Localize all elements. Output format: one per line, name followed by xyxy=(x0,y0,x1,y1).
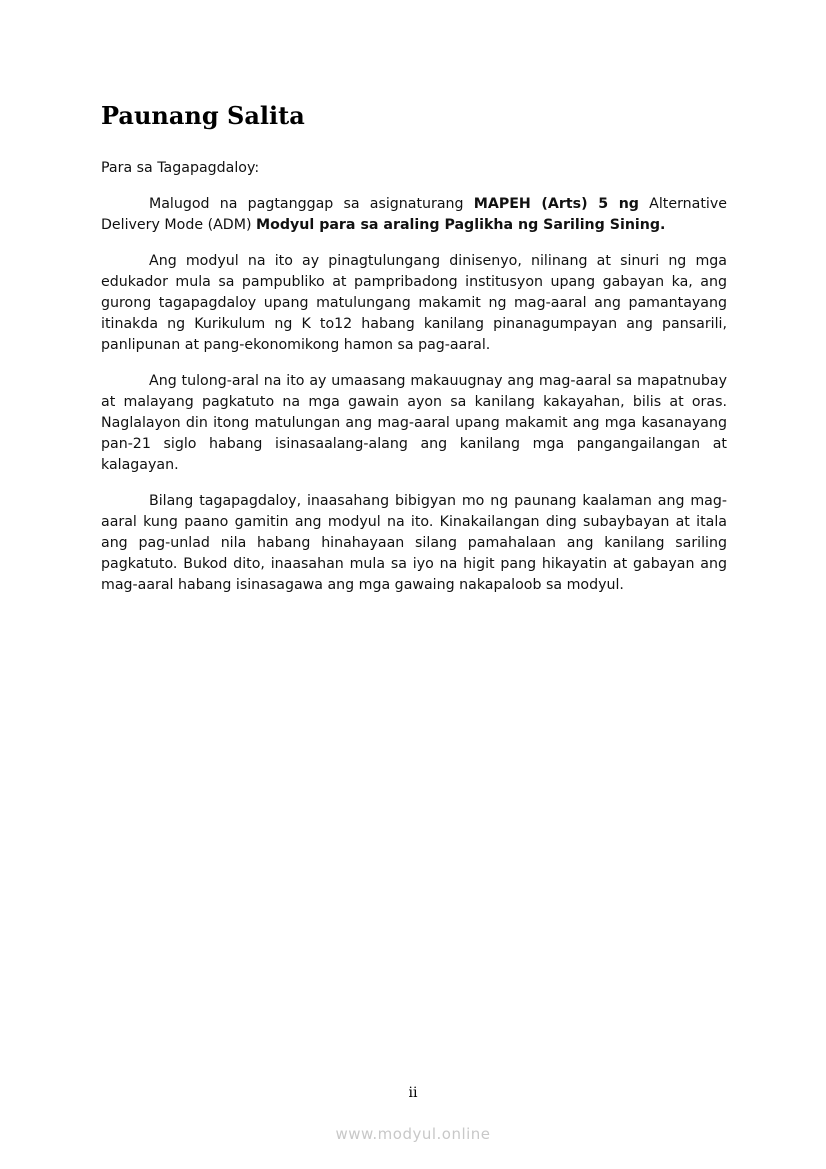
page-number: ii xyxy=(408,1085,418,1101)
greeting-line: Para sa Tagapagdaloy: xyxy=(101,160,260,176)
welcome-subject-bold: MAPEH (Arts) 5 ng xyxy=(473,196,639,212)
paragraph-learning-aid: Ang tulong-aral na ito ay umaasang makauugnay ang mag-aaral sa mapatnubay at malayang pagkatuto na mga gawain ayon sa kanilang kakayahan, bilis at oras. Naglalayon din itong matulungan ang mag-aaral upang makamit ang mga kasanayang pan-21 siglo habang isinasaalang-alang ang kanilang mga pangangailangan at kalagayan. xyxy=(101,373,727,473)
paragraph-facilitator-role: Bilang tagapagdaloy, inaasahang bibigyan mo ng paunang kaalaman ang mag-aaral kung paano gamitin ang modyul na ito. Kinakailangan ding subaybayan at itala ang pag-unlad nila habang hinahayaan silang pamahalaan ang kanilang sariling pagkatuto. Bukod dito, inaasahan mula sa iyo na higit pang hikayatin at gabayan ang mag-aaral habang isinasagawa ang mga gawaing nakapaloob sa modyul. xyxy=(101,493,727,593)
page-content xyxy=(101,100,727,611)
paragraph-welcome xyxy=(101,194,727,236)
paragraph-module-design: Ang modyul na ito ay pinagtulungang dinisenyo, nilinang at sinuri ng mga edukador mula sa pampubliko at pampribadong institusyon upang gabayan ka, ang gurong tagapagdaloy upang matulungang makamit ng mag-aaral ang pamantayang itinakda ng Kurikulum ng K to12 habang kanilang pinanagumpayan ang pansarili, panlipunan at pang-ekonomikong hamon sa pag-aaral. xyxy=(101,253,727,353)
watermark: www.modyul.online xyxy=(335,1125,491,1143)
welcome-text-1: Malugod na pagtanggap sa asignaturang xyxy=(149,196,474,212)
page-title: Paunang Salita xyxy=(101,101,305,130)
welcome-module-bold: Modyul para sa araling Paglikha ng Sariling Sining. xyxy=(256,217,666,233)
welcome-text-2: Alternative Delivery Mode (ADM) xyxy=(101,196,727,233)
